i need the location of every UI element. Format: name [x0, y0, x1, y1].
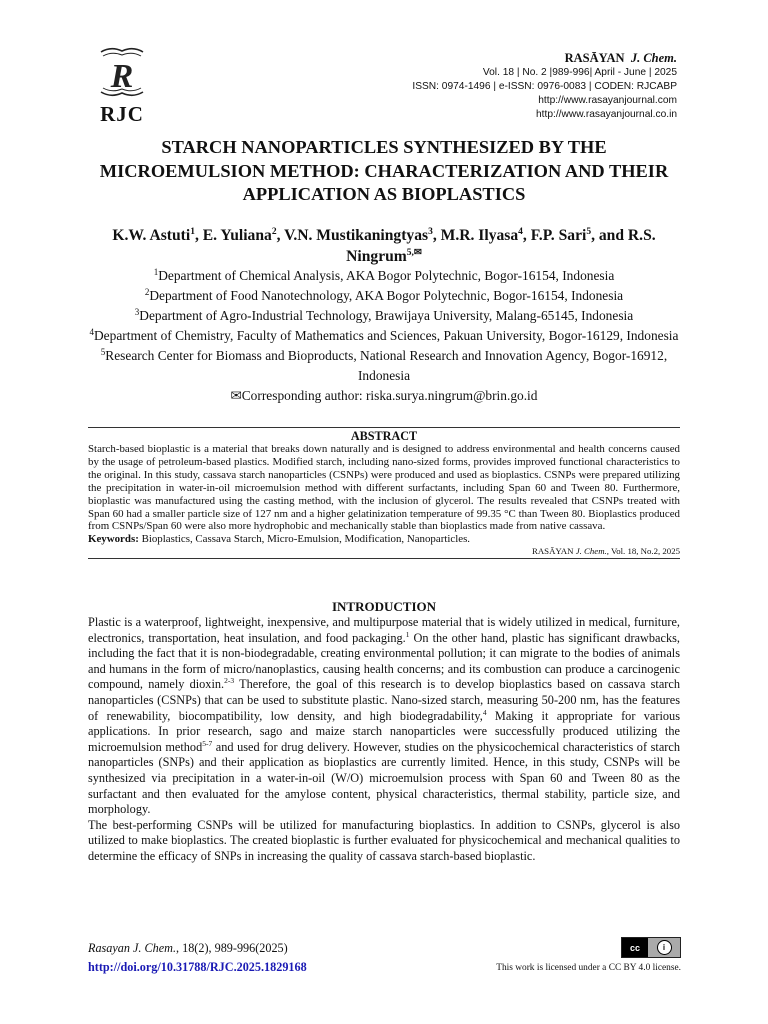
- author-affiliation-marker: 3: [428, 227, 433, 237]
- abstract-citation: [88, 546, 680, 558]
- keywords-line: [88, 533, 680, 546]
- author-name: F.P. Sari: [530, 227, 587, 244]
- affiliation-marker: 2: [144, 287, 150, 297]
- paper-title: STARCH NANOPARTICLES SYNTHESIZED BY THE MICROEMULSION METHOD: CHARACTERIZATION AND THEIR APPLICATION AS BIOPLASTICS: [99, 137, 669, 204]
- author-name: E. Yuliana: [202, 227, 272, 244]
- corresponding-author: [80, 386, 688, 406]
- abstract-cite-abbrev: J. Chem.: [575, 546, 607, 557]
- doi-link[interactable]: http://doi.org/10.31788/RJC.2025.1829168: [88, 960, 307, 974]
- affiliation-marker: 1: [153, 267, 159, 277]
- intro-text-segment: and used for drug delivery. However, studies on the physicochemical characteristics of starch nanoparticles (SNPs) and their application as bioplastics are currently limited. Hence, in this study, CSNPs will be synthesized via precipitation in a water-in-oil (W/O) microemulsion process with Span 60 and Tween 80 as the surfactant and then evaluated for the amylose content, physical characteristics, thermal stability, particle size, and morphology.: [88, 739, 680, 817]
- reference-marker[interactable]: 2-3: [224, 676, 235, 686]
- author-affiliation-marker: 1: [190, 227, 195, 237]
- author-affiliation-marker: 5,✉: [406, 248, 422, 258]
- journal-logo: [92, 44, 152, 127]
- journal-name: [412, 50, 677, 66]
- affiliation-item: [80, 266, 688, 286]
- introduction-heading: INTRODUCTION: [331, 599, 436, 614]
- author-name: and R.S. Ningrum: [346, 227, 656, 265]
- envelope-icon: ✉: [230, 388, 242, 403]
- abstract-text: Starch-based bioplastic is a material that breaks down naturally and is designed to address environmental and health concerns caused by the usage of petroleum-based plastics. Modified starch, including nano-sized forms, provides improved functional characteristics to the original. In this study, cassava starch nanoparticles (CSNPs) were produced and used as bioplastics. CSNPs were prepared utilizing the precipitation in water-in-oil microemulsion method with different surfactants, including Span 60 and Tween 80. Furthermore, bioplastic was manufactured using the casting method, with the inclusion of glycerol. The results revealed that CSNPs treated with Span 60 had a smaller particle size of 127 nm and a higher gelatinization temperature of 99.35 °C than Tween 80. Bioplastics produced from CSNPs/Span 60 were also more hydrophobic and mechanically stable than bioplastics made from native cassava.: [88, 443, 680, 533]
- abstract-heading: ABSTRACT: [350, 429, 418, 443]
- intro-text-segment: Therefore, the goal of this research is to develop bioplastics based on cassava starch nanoparticles (CSNPs) that can be used to substitute plastic. Nano-sized starch, measuring 50-200 nm, has the features of renewability, biocompatibility, low density, and high biodegradability,: [88, 677, 680, 723]
- intro-text-segment: On the other hand, plastic has significant drawbacks, including the fact that it is non-biodegradable, creating environmental pollution; it can migrate to the bodies of animals and humans in the form of micro/nanoplastics, causing health concerns; and its combustion can produce a carcinogenic compound, namely dioxin.: [88, 630, 680, 692]
- author-affiliation-marker: 5: [586, 227, 592, 237]
- footer-citation: [88, 940, 288, 956]
- corresponding-author-text: Corresponding author: riska.surya.ningrum@brin.go.id: [241, 388, 538, 403]
- cc-by-license-badge[interactable]: [621, 937, 681, 958]
- attribution-icon: i: [657, 940, 672, 955]
- abstract-cite-rest: , Vol. 18, No.2, 2025: [606, 546, 680, 557]
- journal-name-abbrev: J. Chem.: [630, 51, 677, 65]
- affiliation-text: Department of Chemical Analysis, AKA Bogor Polytechnic, Bogor-16154, Indonesia: [158, 268, 615, 283]
- author-name: V.N. Mustikaningtyas: [284, 227, 429, 244]
- affiliation-list: [80, 266, 688, 406]
- keywords-text: Bioplastics, Cassava Starch, Micro-Emulsion, Modification, Nanoparticles.: [141, 533, 471, 546]
- affiliation-item: [80, 346, 688, 386]
- footer-cite-journal: Rasayan J. Chem.: [88, 941, 177, 955]
- reference-marker[interactable]: 5-7: [202, 738, 213, 748]
- cc-icon: cc: [622, 938, 648, 957]
- issn-line: ISSN: 0974-1496 | e-ISSN: 0976-0083 | CODEN: RJCABP: [412, 81, 677, 92]
- author-name: K.W. Astuti: [112, 227, 191, 244]
- svg-text:R: R: [110, 58, 134, 95]
- affiliation-text: Department of Food Nanotechnology, AKA Bogor Polytechnic, Bogor-16154, Indonesia: [149, 288, 624, 303]
- abstract-cite-journal: RASĀYAN: [531, 546, 574, 557]
- affiliation-item: [80, 306, 688, 326]
- affiliation-marker: 4: [89, 327, 95, 337]
- logo-text: RJC: [100, 102, 144, 126]
- license-text: This work is licensed under a CC BY 4.0 license.: [496, 963, 681, 973]
- author-affiliation-marker: 4: [518, 227, 523, 237]
- abstract-section: [88, 427, 680, 559]
- journal-url-com[interactable]: http://www.rasayanjournal.com: [538, 95, 677, 106]
- journal-name-main: RASĀYAN: [564, 51, 625, 65]
- keywords-label: Keywords:: [88, 533, 139, 546]
- author-name: M.R. Ilyasa: [440, 227, 519, 244]
- rjc-emblem-icon: [97, 44, 147, 100]
- intro-text-segment: Making it appropriate for various applications. In prior research, sago and maize starch nanoparticles were successfully produced utilizing the microemulsion method: [88, 708, 680, 754]
- affiliation-marker: 5: [100, 347, 106, 357]
- volume-line: Vol. 18 | No. 2 |989-996| April - June | 2025: [482, 67, 677, 78]
- affiliation-text: Department of Agro-Industrial Technology, Brawijaya University, Malang-65145, Indonesia: [139, 308, 634, 323]
- affiliation-text: Research Center for Biomass and Bioproducts, National Research and Innovation Agency, Bogor-16912, Indonesia: [105, 348, 668, 383]
- affiliation-marker: 3: [134, 307, 140, 317]
- affiliation-item: [80, 286, 688, 306]
- by-attribution-section: [648, 940, 680, 955]
- journal-info: [412, 50, 677, 122]
- intro-text-segment: Plastic is a waterproof, lightweight, inexpensive, and multipurpose material that is widely utilized in medical, furniture, electronics, transportation, heat insulation, and food packaging.: [88, 615, 680, 645]
- journal-url-coin[interactable]: http://www.rasayanjournal.co.in: [536, 109, 677, 120]
- footer-cite-rest: , 18(2), 989-996(2025): [176, 941, 288, 955]
- author-list: K.W. Astuti$^1$, E. Yuliana$^2$, V.N. Mustikaningtyas$^3$, M.R. Ilyasa$^4$, F.P. Sari$^5$, and R.S. Ningrum$^{5,✉}$: [112, 227, 656, 265]
- reference-marker[interactable]: 1: [405, 629, 410, 639]
- introduction-body: [88, 615, 680, 865]
- introduction-paragraph-2: The best-performing CSNPs will be utilized for manufacturing bioplastics. In addition to CSNPs, glycerol is also utilized to make bioplastics. The created bioplastic is further evaluated for physicochemical and mechanical qualities to determine the efficacy of SNPs in increasing the quality of cassava starch-based bioplastic.: [88, 817, 680, 863]
- affiliation-text: Department of Chemistry, Faculty of Mathematics and Sciences, Pakuan University, Bogor-16129, Indonesia: [94, 328, 679, 343]
- affiliation-item: [80, 326, 688, 346]
- author-affiliation-marker: 2: [271, 227, 277, 237]
- reference-marker[interactable]: 4: [482, 707, 487, 717]
- introduction-paragraph-1: [88, 615, 680, 818]
